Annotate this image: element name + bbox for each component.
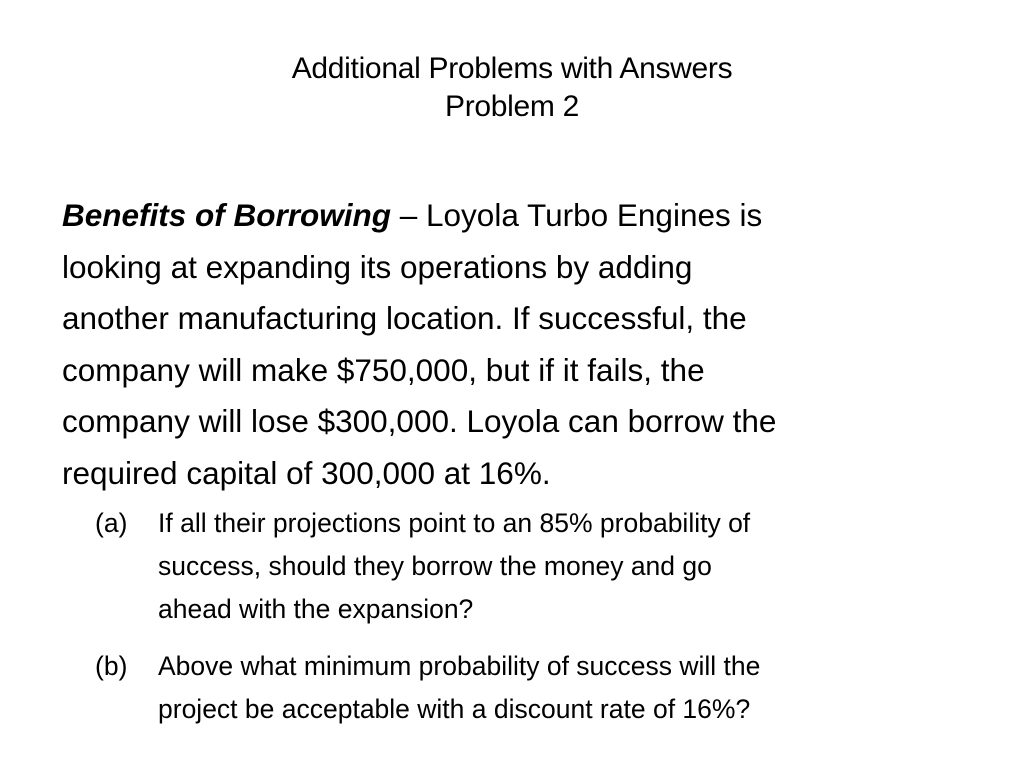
problem-statement xyxy=(62,190,982,499)
slide-title xyxy=(0,50,1024,126)
statement-line-4: company will make $750,000, but if it fails, the xyxy=(62,351,705,388)
statement-line-6: required capital of 300,000 at 16%. xyxy=(62,454,551,491)
statement-line-1-rest: – Loyola Turbo Engines is xyxy=(391,197,763,233)
statement-lead: Benefits of Borrowing xyxy=(62,197,391,233)
statement-line-1 xyxy=(62,190,982,242)
question-a-line-3: ahead with the expansion? xyxy=(158,594,474,624)
question-marker-b: (b) xyxy=(95,651,128,681)
question-a-line-2: success, should they borrow the money and go xyxy=(158,551,712,581)
question-a-line-1: If all their projections point to an 85% probability of xyxy=(158,508,751,538)
title-line-1: Additional Problems with Answers xyxy=(291,52,733,85)
statement-line-5: company will lose $300,000. Loyola can borrow the xyxy=(62,403,777,439)
question-b-line-1: Above what minimum probability of success will the xyxy=(158,651,761,681)
question-marker-a: (a) xyxy=(95,508,128,538)
statement-line-2: looking at expanding its operations by adding xyxy=(62,248,693,285)
statement-line-3: another manufacturing location. If successful, the xyxy=(62,300,747,336)
question-text-a xyxy=(158,502,750,631)
question-text-b xyxy=(158,645,760,731)
question-b-line-2: project be acceptable with a discount rate of 16%? xyxy=(158,694,751,724)
title-line-2: Problem 2 xyxy=(444,90,580,123)
